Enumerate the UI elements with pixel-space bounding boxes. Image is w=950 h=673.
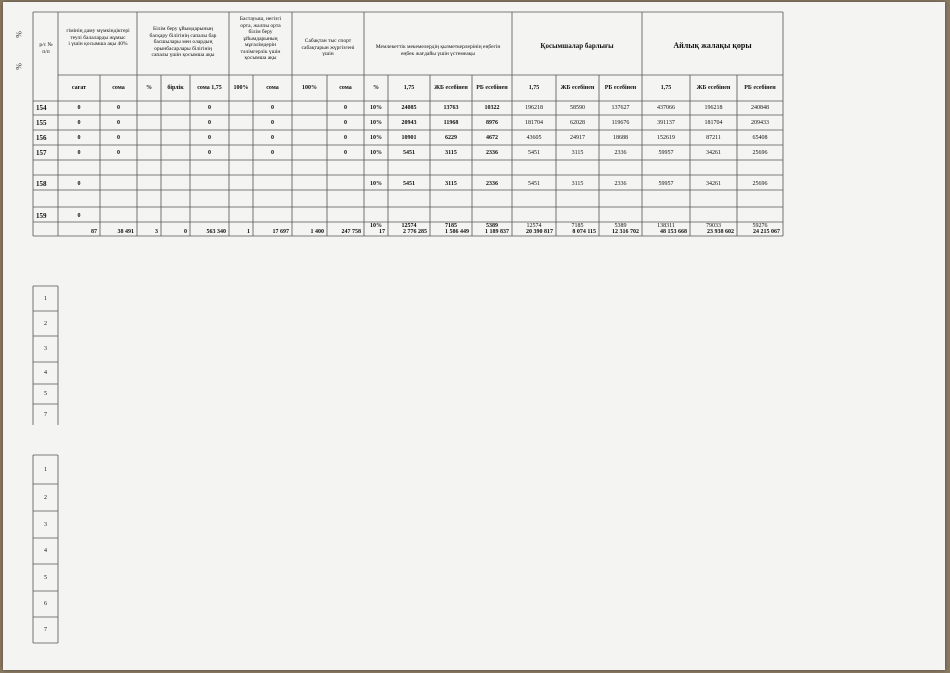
total-cell: 2 776 285 [403, 229, 427, 235]
table-cell: 10% [370, 223, 382, 229]
table-cell: 25696 [752, 149, 768, 156]
table-cell: 5451 [528, 149, 540, 156]
total-cell: 48 153 668 [660, 229, 687, 235]
total-cell: 3 [155, 229, 158, 235]
table-cell: 119676 [611, 119, 630, 126]
side-mark: % [13, 31, 23, 38]
row-number: 154 [36, 104, 47, 112]
list-item-number: 3 [44, 346, 47, 352]
table-cell: 10% [370, 149, 382, 156]
table-cell: 6229 [445, 134, 457, 141]
table-cell: 2336 [614, 149, 627, 156]
column-header: % [373, 85, 379, 91]
table-cell: 3115 [571, 149, 584, 156]
column-header: 100% [233, 85, 249, 91]
column-header: РБ есебінен [744, 85, 776, 91]
row-number: 155 [36, 118, 47, 127]
list-item-number: 1 [44, 295, 47, 302]
table-cell: 0 [117, 134, 120, 141]
table-cell: 59276 [752, 223, 768, 229]
column-header: сома [339, 85, 352, 91]
table-cell: 5451 [403, 180, 415, 187]
table-cell: 59957 [658, 149, 674, 156]
table-cell: 0 [77, 134, 81, 141]
group-header-supplements-total: Қосымшалар барлығы [540, 42, 614, 50]
column-header: % [146, 85, 152, 91]
table-cell: 3115 [571, 180, 584, 187]
total-cell: 17 697 [272, 229, 289, 235]
list-item-number: 7 [44, 411, 47, 418]
table-cell: 4672 [486, 134, 498, 141]
column-header: РБ есебінен [476, 85, 508, 91]
total-cell: 38 491 [117, 229, 134, 235]
table-cell: 25696 [752, 180, 768, 187]
table-cell: 24917 [570, 134, 585, 141]
list-item-number: 1 [44, 466, 47, 473]
table-cell: 0 [77, 149, 81, 156]
table-cell: 196218 [525, 105, 543, 111]
list-item-number: 5 [44, 574, 47, 581]
table-cell: 0 [344, 134, 347, 141]
column-header: 1,75 [660, 85, 672, 91]
table-cell: 5451 [403, 149, 415, 156]
table-cell: 181704 [704, 119, 723, 126]
table-cell: 10% [370, 134, 382, 141]
total-cell: 1 586 449 [445, 229, 469, 235]
total-cell: 563 340 [206, 229, 226, 235]
column-header: 100% [302, 85, 317, 91]
table-cell: 34261 [706, 180, 721, 187]
table-cell: 18688 [613, 134, 628, 141]
table-cell: 34261 [706, 149, 721, 156]
row-number: 157 [36, 148, 47, 157]
table-cell: 3115 [445, 149, 457, 156]
column-header: ЖБ есебінен [560, 85, 595, 91]
table-cell: 3115 [445, 180, 457, 187]
table-cell: 10322 [484, 105, 500, 111]
total-cell: 1 189 837 [485, 229, 509, 235]
list-item-number: 6 [44, 601, 47, 607]
table-cell: 0 [208, 119, 211, 126]
table-cell: 2336 [614, 180, 627, 187]
total-cell: 8 074 115 [572, 229, 596, 235]
table-cell: 11968 [443, 119, 459, 126]
total-cell: 12 316 702 [612, 229, 639, 235]
table-cell: 0 [77, 105, 81, 111]
table-cell: 13763 [443, 105, 459, 111]
table-cell: 0 [271, 105, 274, 111]
table-cell: 0 [344, 105, 347, 111]
group-header-disability: гімінің даму мүмкіндіктері теулі балаларды жұмыс і үшін қосымша ақы 40% [66, 28, 130, 47]
table-cell: 0 [77, 213, 81, 219]
table-cell: 20943 [401, 119, 417, 126]
table-cell: 240848 [751, 105, 769, 111]
total-cell: 17 [379, 229, 385, 235]
table-cell: 391137 [657, 119, 675, 126]
table-cell: 12574 [526, 223, 542, 229]
table-cell: 0 [271, 119, 274, 126]
column-header: сома 1,75 [197, 85, 222, 91]
column-header: ЖБ есебінен [696, 85, 731, 91]
table-cell: 58590 [570, 105, 585, 111]
table-cell: 7185 [445, 223, 457, 229]
total-cell: 87 [91, 229, 97, 235]
column-header: РБ есебінен [604, 85, 637, 91]
column-header: сома [266, 85, 279, 91]
table-cell: 10% [370, 119, 382, 126]
table-cell: 138311 [657, 223, 675, 229]
table-cell: 209433 [751, 119, 769, 126]
total-cell: 1 [247, 229, 250, 235]
column-header: ЖБ есебінен [434, 85, 468, 91]
table-cell: 59957 [658, 180, 674, 187]
table-cell: 65408 [752, 134, 768, 141]
list-item-number: 2 [44, 320, 47, 327]
total-cell: 24 215 067 [753, 229, 780, 235]
table-cell: 12574 [401, 223, 417, 229]
total-cell: 23 938 602 [707, 229, 734, 235]
row-number: 159 [36, 212, 47, 220]
table-cell: 24085 [401, 105, 417, 111]
table-cell: 2336 [486, 149, 498, 156]
table-cell: 7185 [571, 223, 584, 229]
table-cell: 43605 [526, 134, 542, 141]
table-cell: 5451 [528, 180, 540, 187]
table-cell: 0 [271, 149, 274, 156]
row-number: 156 [36, 133, 47, 142]
list-item-number: 4 [44, 370, 47, 376]
table-cell: 0 [77, 180, 81, 187]
table-cell: 0 [117, 105, 120, 111]
table-cell: 62028 [570, 119, 585, 126]
table-cell: 0 [208, 134, 211, 141]
table-cell: 0 [77, 119, 81, 126]
table-cell: 10% [370, 180, 382, 187]
row-number: 158 [36, 179, 47, 188]
list-item-number: 3 [44, 521, 47, 528]
table-cell: 152619 [657, 134, 675, 141]
list-item-number: 5 [44, 391, 47, 397]
table-cell: 5389 [486, 223, 498, 229]
column-header: 1,75 [528, 85, 540, 91]
table-cell: 0 [208, 149, 211, 156]
group-header-monthly-fund: Айлық жалақы қоры [673, 41, 752, 50]
group-header-management: Білім беру ұйымдарының басқару білігінің сапалы бар басшылары мен олардың орынбасарлары білігінің сапалы үшін қосымша ақы [149, 26, 217, 58]
list-item-number: 4 [44, 548, 47, 554]
total-cell: 0 [184, 229, 187, 235]
table-cell: 10% [370, 105, 382, 111]
table-cell: 8976 [486, 119, 498, 126]
table-cell: 0 [117, 149, 120, 156]
table-cell: 2336 [486, 180, 498, 187]
list-item-number: 7 [44, 627, 47, 633]
table-cell: 10901 [401, 134, 417, 141]
table-cell: 137627 [611, 105, 630, 111]
group-header-mentorship: Бастауыш, негізгі орта, жалпы орта білім беру ұйымдарының мұғалімдерін тәлімгерлік үшін қосымша ақы [239, 16, 282, 61]
table-cell: 0 [208, 105, 211, 111]
table-cell: 87211 [706, 134, 721, 141]
total-cell: 247 758 [341, 229, 361, 235]
list-item-number: 2 [44, 494, 47, 501]
table-cell: 0 [117, 119, 120, 126]
table-cell: 437066 [657, 105, 675, 111]
group-header-working-conditions: Мемлекеттік мекемелердің қызметкерлерінің еңбегін еңбек жағдайы үшін үстемеақы [375, 44, 501, 57]
table-cell: 0 [344, 149, 347, 156]
table-cell: 5389 [614, 223, 627, 229]
table-cell: 79033 [706, 223, 721, 229]
column-header: сағат [71, 85, 87, 91]
side-mark: % [13, 63, 23, 70]
table-cell: 196218 [704, 105, 723, 111]
table-cell: 0 [271, 134, 274, 141]
column-header: бірлік [167, 85, 184, 91]
total-cell: 1 400 [310, 229, 324, 235]
table-cell: 0 [344, 119, 347, 126]
group-header-sport: Сабақтан тыс спорт сабақтарын жүргізгені үшін [301, 38, 355, 57]
rownum-header: р/с № п/п [39, 42, 53, 55]
column-header: сома [112, 85, 125, 91]
table-cell: 181704 [525, 119, 543, 126]
total-cell: 20 390 817 [526, 229, 553, 235]
column-header: 1,75 [403, 85, 415, 91]
